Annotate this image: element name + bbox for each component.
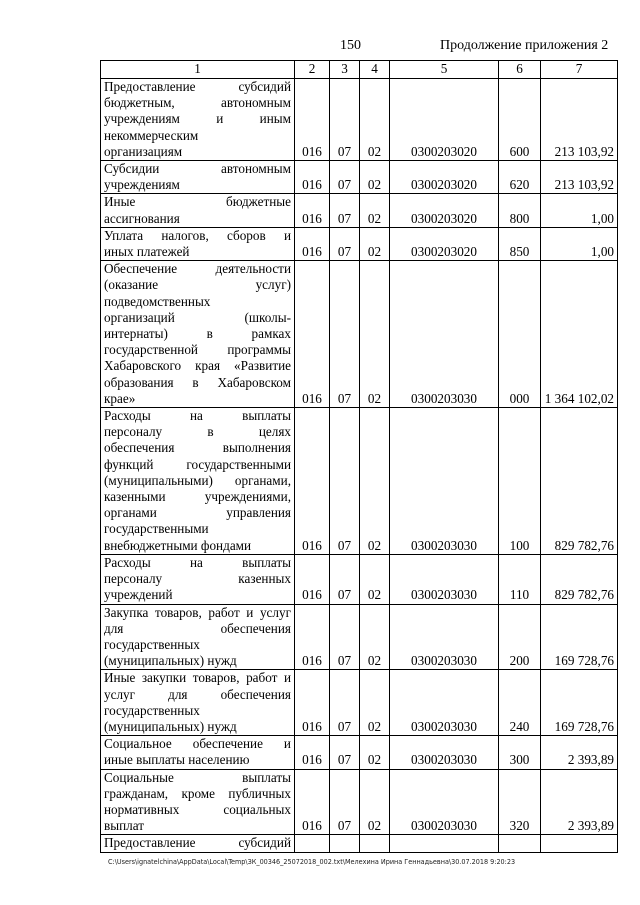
expense-type-cell: 800 bbox=[499, 194, 541, 227]
amount-cell: 169 728,76 bbox=[541, 670, 618, 736]
expense-name-line: Закупка товаров, работ и услуг bbox=[104, 604, 291, 620]
section-code-cell: 07 bbox=[330, 554, 360, 604]
amount-cell: 1,00 bbox=[541, 227, 618, 260]
table-row bbox=[101, 604, 618, 670]
expense-name-line: государственных bbox=[104, 702, 200, 718]
subsection-code-cell: 02 bbox=[360, 227, 390, 260]
subsection-code-cell: 02 bbox=[360, 670, 390, 736]
expense-name-line: органами управления bbox=[104, 505, 291, 521]
table-row bbox=[101, 261, 618, 408]
department-code-cell: 016 bbox=[295, 161, 330, 194]
column-header: 1 bbox=[101, 61, 295, 79]
expense-name-line: выплат bbox=[104, 818, 145, 834]
expense-name-line: обеспечения выполнения bbox=[104, 440, 291, 456]
subsection-code-cell: 02 bbox=[360, 194, 390, 227]
page-number: 150 bbox=[340, 38, 361, 53]
budget-table bbox=[100, 60, 618, 853]
department-code-cell: 016 bbox=[295, 227, 330, 260]
expense-type-cell bbox=[499, 835, 541, 852]
amount-cell: 213 103,92 bbox=[541, 161, 618, 194]
table-row bbox=[101, 161, 618, 194]
amount-cell: 213 103,92 bbox=[541, 79, 618, 161]
expense-name-line: государственных bbox=[104, 636, 200, 652]
expense-name-line: некоммерческим bbox=[104, 127, 199, 143]
department-code-cell: 016 bbox=[295, 261, 330, 408]
amount-cell: 829 782,76 bbox=[541, 408, 618, 555]
target-article-cell: 0300203020 bbox=[390, 194, 499, 227]
expense-name-cell bbox=[101, 261, 295, 408]
target-article-cell: 0300203020 bbox=[390, 161, 499, 194]
section-code-cell: 07 bbox=[330, 227, 360, 260]
expense-name-line: персоналу казенных bbox=[104, 571, 291, 587]
expense-name-line: учреждениям bbox=[104, 177, 180, 193]
table-row bbox=[101, 408, 618, 555]
target-article-cell: 0300203030 bbox=[390, 261, 499, 408]
expense-name-cell bbox=[101, 79, 295, 161]
amount-cell: 2 393,89 bbox=[541, 769, 618, 835]
amount-cell: 1 364 102,02 bbox=[541, 261, 618, 408]
subsection-code-cell: 02 bbox=[360, 79, 390, 161]
expense-name-cell bbox=[101, 604, 295, 670]
subsection-code-cell: 02 bbox=[360, 554, 390, 604]
expense-name-line: гражданам, кроме публичных bbox=[104, 785, 291, 801]
expense-type-cell: 300 bbox=[499, 736, 541, 769]
target-article-cell: 0300203030 bbox=[390, 604, 499, 670]
table-row bbox=[101, 670, 618, 736]
department-code-cell: 016 bbox=[295, 736, 330, 769]
expense-name-line: Социальное обеспечение и bbox=[104, 736, 291, 752]
expense-type-cell: 200 bbox=[499, 604, 541, 670]
expense-name-line: для обеспечения bbox=[104, 620, 291, 636]
expense-name-line: ассигнования bbox=[104, 210, 180, 226]
section-code-cell: 07 bbox=[330, 604, 360, 670]
table-row bbox=[101, 227, 618, 260]
expense-name-cell bbox=[101, 769, 295, 835]
expense-name-line: государственной программы bbox=[104, 342, 291, 358]
footer-file-path: C:\Users\ignatelchina\AppData\Local\Temp\ЗК_00346_25072018_002.txt\Мелехина Ирина Геннадьевна\30.07.2018 9:20:23 bbox=[108, 857, 516, 866]
expense-name-line: (муниципальными) органами, bbox=[104, 472, 291, 488]
section-code-cell: 07 bbox=[330, 261, 360, 408]
expense-name-line: крае» bbox=[104, 390, 136, 406]
table-row bbox=[101, 835, 618, 852]
section-code-cell: 07 bbox=[330, 736, 360, 769]
expense-name-line: Предоставление субсидий bbox=[104, 79, 291, 94]
expense-type-cell: 850 bbox=[499, 227, 541, 260]
expense-name-cell bbox=[101, 161, 295, 194]
target-article-cell: 0300203030 bbox=[390, 769, 499, 835]
expense-name-line: Субсидии автономным bbox=[104, 161, 291, 177]
department-code-cell: 016 bbox=[295, 408, 330, 555]
subsection-code-cell: 02 bbox=[360, 261, 390, 408]
expense-name-line: (муниципальных) нужд bbox=[104, 653, 237, 669]
table-row bbox=[101, 194, 618, 227]
table-row bbox=[101, 554, 618, 604]
expense-name-line: организациям bbox=[104, 143, 183, 159]
amount-cell: 2 393,89 bbox=[541, 736, 618, 769]
amount-cell: 829 782,76 bbox=[541, 554, 618, 604]
expense-name-line: Иные бюджетные bbox=[104, 194, 291, 210]
section-code-cell: 07 bbox=[330, 670, 360, 736]
expense-name-line: образования в Хабаровском bbox=[104, 374, 291, 390]
department-code-cell: 016 bbox=[295, 554, 330, 604]
expense-name-cell bbox=[101, 670, 295, 736]
table-row bbox=[101, 769, 618, 835]
expense-name-line: бюджетным, автономным bbox=[104, 95, 291, 111]
subsection-code-cell: 02 bbox=[360, 408, 390, 555]
expense-name-line: учреждений bbox=[104, 587, 173, 603]
expense-name-line: Расходы на выплаты bbox=[104, 408, 291, 424]
expense-name-line: Социальные выплаты bbox=[104, 769, 291, 785]
amount-cell: 1,00 bbox=[541, 194, 618, 227]
expense-name-line: иных платежей bbox=[104, 244, 190, 260]
target-article-cell: 0300203020 bbox=[390, 227, 499, 260]
department-code-cell: 016 bbox=[295, 670, 330, 736]
expense-name-line: интернаты) в рамках bbox=[104, 326, 291, 342]
continuation-label: Продолжение приложения 2 bbox=[440, 38, 609, 53]
department-code-cell bbox=[295, 835, 330, 852]
expense-type-cell: 320 bbox=[499, 769, 541, 835]
expense-name-line: Хабаровского края «Развитие bbox=[104, 358, 291, 374]
expense-type-cell: 100 bbox=[499, 408, 541, 555]
subsection-code-cell: 02 bbox=[360, 604, 390, 670]
section-code-cell: 07 bbox=[330, 79, 360, 161]
expense-name-line: нормативных социальных bbox=[104, 801, 291, 817]
expense-name-line: казенными учреждениями, bbox=[104, 489, 291, 505]
target-article-cell: 0300203020 bbox=[390, 79, 499, 161]
section-code-cell: 07 bbox=[330, 194, 360, 227]
subsection-code-cell: 02 bbox=[360, 161, 390, 194]
expense-type-cell: 620 bbox=[499, 161, 541, 194]
column-header: 7 bbox=[541, 61, 618, 79]
expense-name-line: организаций (школы- bbox=[104, 309, 291, 325]
column-header: 6 bbox=[499, 61, 541, 79]
department-code-cell: 016 bbox=[295, 194, 330, 227]
expense-type-cell: 240 bbox=[499, 670, 541, 736]
target-article-cell bbox=[390, 835, 499, 852]
section-code-cell bbox=[330, 835, 360, 852]
target-article-cell: 0300203030 bbox=[390, 670, 499, 736]
expense-name-line: подведомственных bbox=[104, 293, 211, 309]
expense-name-line: (оказание услуг) bbox=[104, 277, 291, 293]
column-number-row bbox=[101, 61, 618, 79]
expense-type-cell: 600 bbox=[499, 79, 541, 161]
expense-name-line: внебюджетными фондами bbox=[104, 537, 252, 553]
table-row bbox=[101, 736, 618, 769]
department-code-cell: 016 bbox=[295, 604, 330, 670]
amount-cell: 169 728,76 bbox=[541, 604, 618, 670]
expense-name-line: Предоставление субсидий bbox=[104, 835, 291, 851]
expense-name-line: персоналу в целях bbox=[104, 424, 291, 440]
expense-name-line: учреждениям и иным bbox=[104, 111, 291, 127]
expense-name-cell bbox=[101, 554, 295, 604]
expense-name-cell bbox=[101, 835, 295, 852]
expense-type-cell: 000 bbox=[499, 261, 541, 408]
department-code-cell: 016 bbox=[295, 79, 330, 161]
expense-name-line: государственными bbox=[104, 521, 209, 537]
expense-name-line: Расходы на выплаты bbox=[104, 554, 291, 570]
expense-type-cell: 110 bbox=[499, 554, 541, 604]
expense-name-line: Обеспечение деятельности bbox=[104, 261, 291, 277]
subsection-code-cell bbox=[360, 835, 390, 852]
section-code-cell: 07 bbox=[330, 161, 360, 194]
target-article-cell: 0300203030 bbox=[390, 554, 499, 604]
expense-name-line: иные выплаты населению bbox=[104, 752, 250, 768]
section-code-cell: 07 bbox=[330, 769, 360, 835]
expense-name-line: функций государственными bbox=[104, 456, 291, 472]
expense-name-cell bbox=[101, 194, 295, 227]
column-header: 4 bbox=[360, 61, 390, 79]
column-header: 2 bbox=[295, 61, 330, 79]
table-row bbox=[101, 79, 618, 161]
expense-name-line: Иные закупки товаров, работ и bbox=[104, 670, 291, 686]
department-code-cell: 016 bbox=[295, 769, 330, 835]
expense-name-cell bbox=[101, 227, 295, 260]
column-header: 3 bbox=[330, 61, 360, 79]
expense-name-line: Уплата налогов, сборов и bbox=[104, 227, 291, 243]
expense-name-cell bbox=[101, 408, 295, 555]
column-header: 5 bbox=[390, 61, 499, 79]
expense-name-line: (муниципальных) нужд bbox=[104, 718, 237, 734]
amount-cell bbox=[541, 835, 618, 852]
subsection-code-cell: 02 bbox=[360, 736, 390, 769]
target-article-cell: 0300203030 bbox=[390, 736, 499, 769]
target-article-cell: 0300203030 bbox=[390, 408, 499, 555]
expense-name-line: услуг для обеспечения bbox=[104, 686, 291, 702]
expense-name-cell bbox=[101, 736, 295, 769]
section-code-cell: 07 bbox=[330, 408, 360, 555]
subsection-code-cell: 02 bbox=[360, 769, 390, 835]
